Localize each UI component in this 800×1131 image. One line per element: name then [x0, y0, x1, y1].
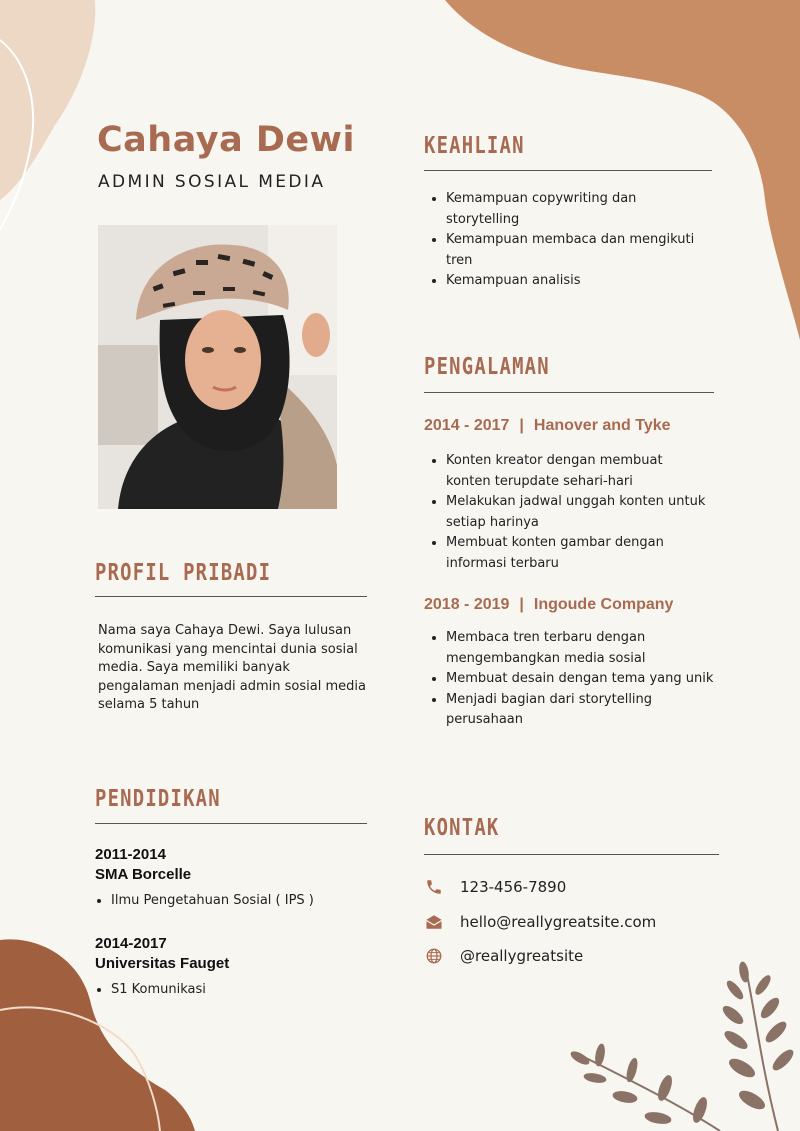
list-item: • Melakukan jadwal unggah konten untuk setiap harinya: [446, 492, 706, 533]
education-school: SMA Borcelle: [95, 866, 192, 883]
globe-icon: [425, 947, 443, 965]
email-address: hello@reallygreatsite.com: [460, 913, 657, 931]
separator: |: [519, 417, 524, 434]
separator: |: [519, 596, 524, 613]
job-duties: [424, 451, 706, 574]
phone-number: 123-456-7890: [460, 878, 567, 896]
profile-photo: [98, 225, 337, 509]
job-title-line: [424, 596, 673, 614]
job-company: Hanover and Tyke: [533, 417, 671, 434]
list-item: • Menjadi bagian dari storytelling perusahaan: [446, 690, 716, 731]
list-item: • Membuat desain dengan tema yang unik: [446, 669, 716, 690]
job-title-line: [424, 417, 671, 435]
education-entry: [95, 935, 229, 1001]
education-heading: PENDIDIKAN: [95, 786, 221, 812]
experience-divider: [424, 392, 714, 393]
list-item: • S1 Komunikasi: [111, 980, 229, 1001]
top-left-blob: [0, 0, 95, 200]
skills-list: [424, 189, 696, 292]
list-item: • Membaca tren terbaru dengan mengembangkan media sosial: [446, 628, 716, 669]
list-item: • Kemampuan copywriting dan storytelling: [446, 189, 696, 230]
contact-heading: KONTAK: [424, 815, 500, 841]
education-items: [95, 891, 314, 912]
job-years: 2018 - 2019: [424, 596, 510, 613]
list-item: • Membuat konten gambar dengan informasi terbaru: [446, 533, 706, 574]
contact-divider: [424, 854, 719, 855]
education-years: 2011-2014: [95, 846, 166, 863]
job-duties: [424, 628, 716, 731]
profile-heading: PROFIL PRIBADI: [95, 560, 272, 586]
contact-social[interactable]: [425, 946, 583, 966]
list-item: • Kemampuan membaca dan mengikuti tren: [446, 230, 696, 271]
envelope-icon: [425, 913, 443, 931]
social-handle: @reallygreatsite: [460, 947, 584, 965]
contact-phone[interactable]: [425, 877, 566, 897]
person-name: Cahaya Dewi: [97, 120, 356, 160]
contact-email[interactable]: [425, 912, 656, 932]
education-entry: [95, 846, 314, 912]
education-divider: [95, 823, 367, 824]
skills-heading: KEAHLIAN: [424, 133, 525, 159]
job-years: 2014 - 2017: [424, 417, 510, 434]
experience-heading: PENGALAMAN: [424, 354, 550, 380]
list-item: • Kemampuan analisis: [446, 271, 696, 292]
leaf-branch-icon: [569, 961, 795, 1131]
job-company: Ingoude Company: [533, 596, 674, 613]
portrait-illustration: [98, 225, 337, 509]
education-school: Universitas Fauget: [95, 955, 230, 972]
phone-icon: [425, 878, 443, 896]
education-items: [95, 980, 229, 1001]
skills-divider: [424, 170, 712, 171]
education-years: 2014-2017: [95, 935, 167, 952]
profile-divider: [95, 596, 367, 597]
profile-text: Nama saya Cahaya Dewi. Saya lulusan komunikasi yang mencintai dunia sosial media. Saya memiliki banyak pengalaman menjadi admin sosial media selama 5 tahun: [98, 623, 366, 712]
job-title: ADMIN SOSIAL MEDIA: [98, 172, 326, 192]
list-item: • Ilmu Pengetahuan Sosial ( IPS ): [111, 891, 314, 912]
list-item: • Konten kreator dengan membuat konten terupdate sehari-hari: [446, 451, 706, 492]
